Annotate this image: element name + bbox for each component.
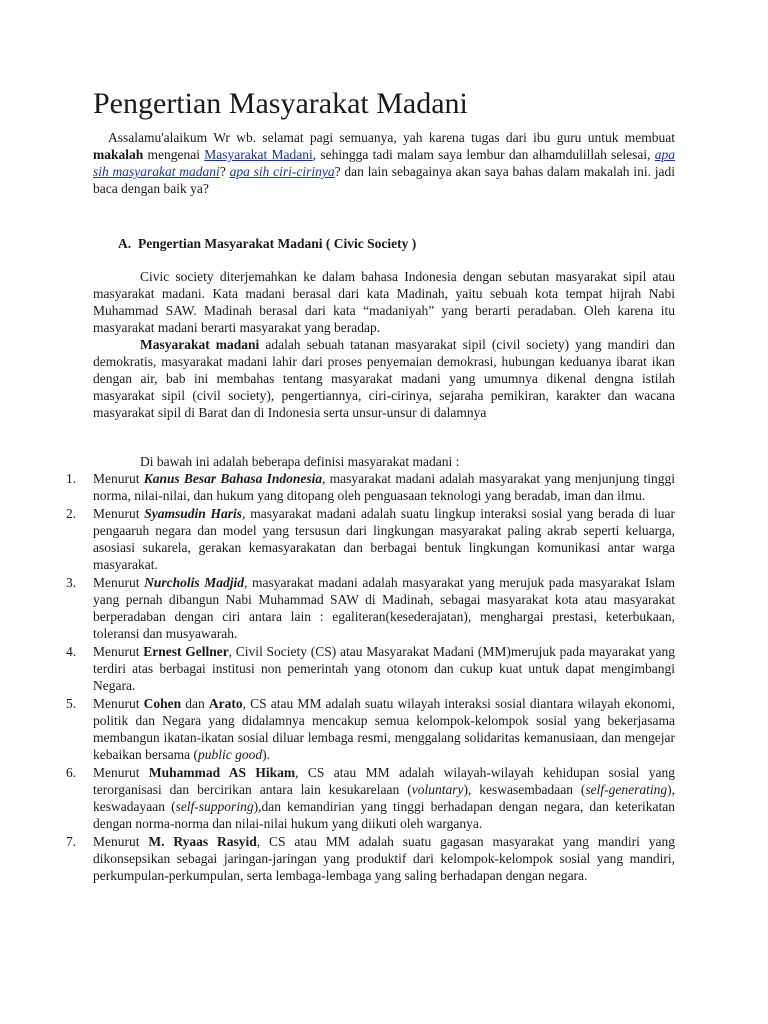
list-item: 1. Menurut Kanus Besar Bahasa Indonesia, masyarakat madani adalah masyarakat yang menjunjung tinggi norma, nilai-nilai, dan hukum yang ditopang oleh penguasaan teknologi yang beradab, iman dan ilmu. [66,471,676,503]
masyarakat-madani-paragraph [93,336,675,421]
definitions-intro: Di bawah ini adalah beberapa definisi masyarakat madani : [140,454,460,469]
list-number: 2. [66,506,77,521]
intro-bold-makalah: makalah [93,147,144,162]
intro-text-2: mengenai [143,147,205,162]
intro-paragraph [93,129,675,197]
page-title: Pengertian Masyarakat Madani [93,87,468,120]
list-number: 7. [66,834,77,849]
list-item: 7. Menurut M. Ryaas Rasyid, CS atau MM adalah suatu gagasan masyarakat yang mandiri yang dikonsepsikan sebagai jaringan-jaringan yang produktif dari kelompok-kelompok sosial yang mandiri, perkumpulan-perkumpulan, serta lembaga-lembaga yang saling berhadapan dengan negara. [66,834,675,883]
author-name: Arato [208,696,243,711]
list-number: 3. [66,575,77,590]
list-number: 4. [66,644,77,659]
list-number: 6. [66,765,77,780]
link-apa-sih-masyarakat-madani[interactable]: apa sih masyarakat madani [93,147,675,179]
author-name: M. Ryaas Rasyid [148,834,257,849]
para2-text: adalah sebuah tatanan masyarakat sipil (civil society) yang mandiri dan demokratis, masyarakat madani lahir dari proses penyemaian demokrasi, hubungan keduanya ibarat ikan dengan air, bab ini membahas tentang masyarakat madani yang umumnya dikenal dengna istilah masyarakat sipil (civil society), pengertiannya, ciri-cirinya, sejaraha pemikiran, karakter dan wacana masyarakat sipil di Barat dan di Indonesia serta unsur-unsur di dalamnya [93,337,675,420]
list-number: 1. [66,471,77,486]
para2-bold: Masyarakat madani [140,337,260,352]
author-name: Syamsudin Haris [144,506,243,521]
para1-text: Civic society diterjemahkan ke dalam bahasa Indonesia dengan sebutan masyarakat sipil atau masyarakat madani. Kata madani berasal dari kata Madinah, yaitu sebuah kota tempat hijrah Nabi Muhammad SAW. Madinah berasal dari kata “madaniyah” yang berarti peradaban. Oleh karena itu masyarakat madani berarti masyarakat yang beradap. [93,269,675,335]
link-masyarakat-madani[interactable]: Masyarakat Madani [204,147,313,162]
list-item: 4. Menurut Ernest Gellner, Civil Society (CS) atau Masyarakat Madani (MM)merujuk pada mayarakat yang terdiri atas berbagai institusi non pemerintah yang otonom dan cukup kuat untuk dapat mengimbangi Negara. [66,644,675,693]
list-item: 3. Menurut Nurcholis Madjid, masyarakat madani adalah masyarakat yang merujuk pada masyarakat Islam yang pernah dibangun Nabi Muhammad SAW di Madinah, sebagai masyarakat kota atau masyarakat berperadaban dengan ciri antara lain : egaliteran(kesederajatan), menghargai prestasi, keterbukaan, toleransi dan musyawarah. [66,575,675,641]
list-item: 6. Menurut Muhammad AS Hikam, CS atau MM adalah wilayah-wilayah kehidupan sosial yang terorganisasi dan bercirikan antara lain kesukarelaan (voluntary), keswasembadaan (self-generating), keswadayaan (self-supporing),dan kemandirian yang tinggi berhadapan dengan negara, dan keterikatan dengan norma-norma dan nilai-nilai hukum yang diikuti oleh warganya. [66,765,675,831]
section-heading-marker: A. [118,236,132,251]
link-apa-sih-ciri-cirinya[interactable]: apa sih ciri-cirinya [229,164,335,179]
intro-text-5: ? dan lain sebagainya akan saya bahas dalam makalah ini. jadi baca dengan baik ya? [93,164,675,196]
author-name: Cohen [143,696,182,711]
intro-text-1: Assalamu'alaikum Wr wb. selamat pagi semuanya, yah karena tugas dari ibu guru untuk membuat [108,130,675,145]
author-name: Muhammad AS Hikam [148,765,296,780]
list-item: 5. Menurut Cohen dan Arato, CS atau MM adalah suatu wilayah interaksi sosial diantara wilayah ekonomi, politik dan Negara yang didalamnya mencakup semua kelompok-kelompok sosial yang bekerjasama membangun ikatan-ikatan sosial diluar lembaga resmi, menggalang solidaritas kemanusiaan, dan mengejar kebaikan bersama (public good). [66,696,675,762]
author-name: Ernest Gellner [143,644,229,659]
author-name: Kanus Besar Bahasa Indonesia [143,471,323,486]
intro-text-4: ? [219,164,230,179]
intro-text-3: , sehingga tadi malam saya lembur dan alhamdulillah selesai, [312,147,655,162]
section-heading [118,235,678,252]
civic-society-paragraph [93,268,675,336]
definitions-list [66,470,675,885]
author-name: Nurcholis Madjid [144,575,244,590]
section-heading-text: Pengertian Masyarakat Madani ( Civic Society ) [138,236,417,251]
list-number: 5. [66,696,77,711]
list-item: 2. Menurut Syamsudin Haris, masyarakat madani adalah suatu lingkup interaksi sosial yang berada di luar pengaaruh negara dan model yang tersusun dari lingkungan masyarakat paling akrab seperti keluarga, asosiasi sukarela, gerakan kemasyarakatan dan berbagai bentuk lingkungan komunikasi antar warga masyarakat. [66,506,675,572]
